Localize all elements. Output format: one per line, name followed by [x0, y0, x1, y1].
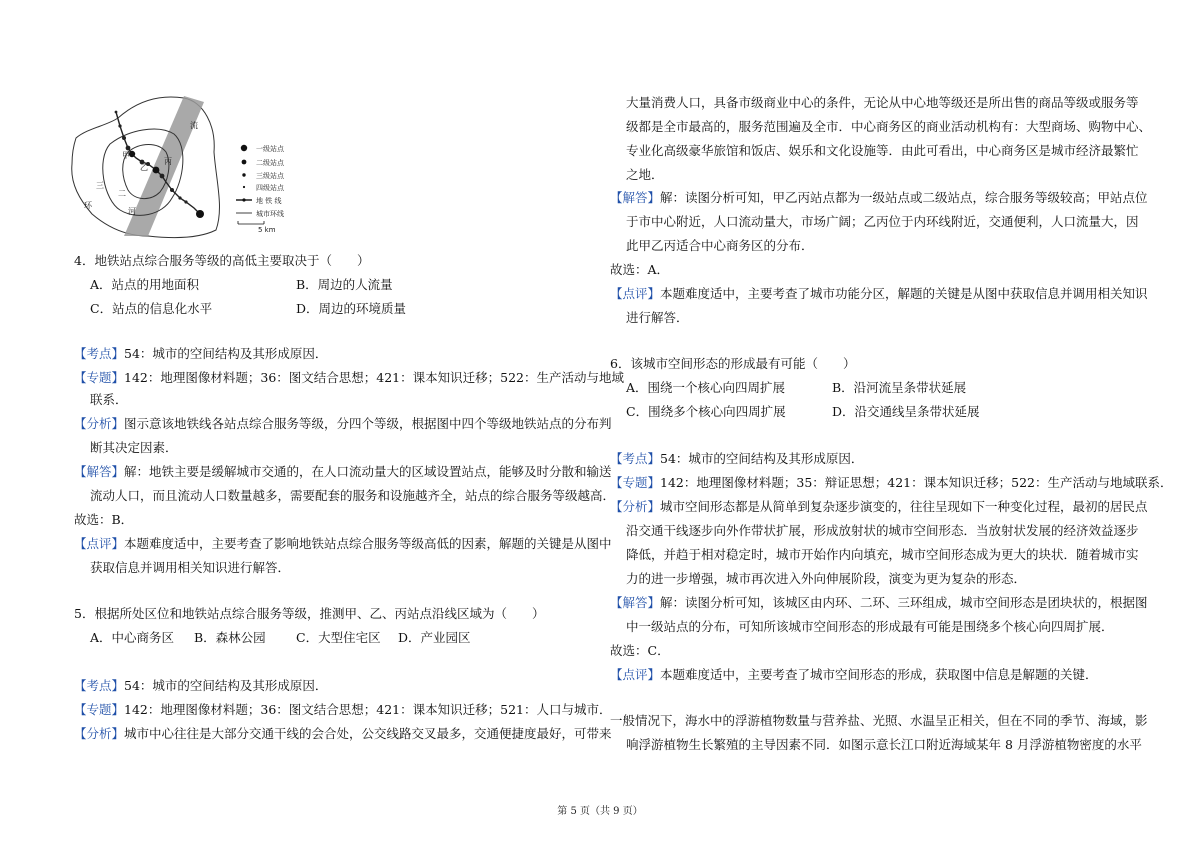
- q5-fenxi-cont-1: 大量消费人口，具备市级商业中心的条件，无论从中心地等级还是所出售的商品等级或服务等: [626, 95, 1139, 110]
- q5-option-a: A．中心商务区: [90, 630, 175, 645]
- q5-option-b: B．森林公园: [194, 630, 266, 645]
- q4-jieda-text: 解：地铁主要是缓解城市交通的，在人口流动量大的区域设置站点，能够及时分散和输送: [124, 464, 612, 479]
- q6-option-c: C．围绕多个核心向四周扩展: [626, 404, 786, 419]
- q4-jieda-cont: 流动人口，而且流动人口数量越多，需要配套的服务和设施越齐全，站点的综合服务等级越高．: [90, 488, 616, 503]
- q4-kaodian: [74, 344, 327, 364]
- q4-dianping: [74, 534, 612, 554]
- q5-jieda: [610, 188, 1148, 208]
- legend-5: 地 铁 线: [256, 197, 282, 205]
- q6-option-b: B．沿河流呈条带状延展: [832, 380, 967, 395]
- label-ring2: 二: [118, 189, 126, 198]
- q6-kaodian-text: 54：城市的空间结构及其形成原因．: [660, 451, 864, 466]
- tag-kaodian: 【考点】: [74, 346, 125, 361]
- q5-dianping: [610, 284, 1148, 304]
- tag-fenxi: 【分析】: [74, 726, 125, 741]
- q6-dianping: [610, 665, 1098, 685]
- tag-jieda: 【解答】: [74, 464, 125, 479]
- q5-question: 5．根据所处区位和地铁站点综合服务等级，推测甲、乙、丙站点沿线区域为（ ）: [74, 606, 545, 621]
- q5-fenxi: [74, 724, 612, 744]
- label-bing: 丙: [164, 157, 172, 166]
- q4-zhuanti: [74, 368, 624, 388]
- tag-dianping: 【点评】: [74, 536, 125, 551]
- label-yi: 乙: [140, 163, 148, 172]
- legend-4: 四级站点: [256, 184, 284, 192]
- q5-zhuanti: [74, 700, 612, 720]
- q6-jieda-cont: 中一级站点的分布，可知所该城市空间形态的形成最有可能是围绕多个核心向四周扩展．: [626, 619, 1114, 634]
- q5-kaodian: [74, 676, 327, 696]
- q6-kaodian: [610, 449, 863, 469]
- map-scale: 5 km: [258, 226, 276, 234]
- q5-jieda-cont-1: 于市中心附近，人口流动量大，市场广阔；乙丙位于内环线附近，交通便利，人口流量大，因: [626, 214, 1139, 229]
- legend-2: 二级站点: [256, 159, 284, 167]
- q5-answer: 故选：A．: [610, 262, 670, 277]
- q6-fenxi-cont-1: 沿交通干线逐步向外作带状扩展，形成放射状的城市空间形态．当放射状发展的经济效益逐步: [626, 523, 1139, 538]
- q5-option-c: C．大型住宅区: [296, 630, 381, 645]
- q4-kaodian-text: 54：城市的空间结构及其形成原因．: [124, 346, 328, 361]
- q4-jieda: [74, 462, 612, 482]
- q5-zhuanti-text: 142：地理图像材料题；36：图文结合思想；421：课本知识迁移；521：人口与城市．: [124, 702, 612, 717]
- q4-dianping-text: 本题难度适中，主要考查了影响地铁站点综合服务等级高低的因素，解题的关键是从图中: [124, 536, 612, 551]
- tag-fenxi: 【分析】: [74, 416, 125, 431]
- q5-jieda-text: 解：读图分析可知，甲乙丙站点都为一级站点或二级站点，综合服务等级较高；甲站点位: [660, 190, 1148, 205]
- q5-fenxi-text: 城市中心往往是大部分交通干线的会合处，公交线路交叉最多，交通便捷度最好，可带来: [124, 726, 612, 741]
- page-footer: 第 5 页（共 9 页）: [557, 806, 643, 817]
- q6-fenxi: [610, 497, 1148, 517]
- q5-kaodian-text: 54：城市的空间结构及其形成原因．: [124, 678, 328, 693]
- q5-fenxi-cont-2: 级都是全市最高的，服务范围遍及全市．中心商务区的商业活动机构有：大型商场、购物中心、: [626, 119, 1152, 134]
- q5-dianping-text: 本题难度适中，主要考查了城市功能分区，解题的关键是从图中获取信息并调用相关知识: [660, 286, 1148, 301]
- q6-fenxi-cont-2: 降低，并趋于相对稳定时，城市开始作内向填充，城市空间形态成为更大的块状．随着城市实: [626, 547, 1139, 562]
- q6-fenxi-cont-3: 力的进一步增强，城市再次进入外向伸展阶段，演变为更为复杂的形态．: [626, 571, 1027, 586]
- tag-kaodian: 【考点】: [74, 678, 125, 693]
- q4-answer: 故选：B．: [74, 512, 134, 527]
- q5-fenxi-cont-3: 专业化高级豪华旅馆和饭店、娱乐和文化设施等．由此可看出，中心商务区是城市经济最繁忙: [626, 143, 1139, 158]
- intro-paragraph-2: 响浮游植物生长繁殖的主导因素不同．如图示意长江口附近海域某年 8 月浮游植物密度的水平: [626, 737, 1142, 752]
- q4-fenxi-cont: 断其决定因素．: [90, 440, 178, 455]
- q5-fenxi-cont-4: 之地．: [626, 167, 664, 182]
- label-ring3: 三: [96, 181, 104, 190]
- q4-zhuanti-cont: 联系．: [90, 392, 128, 407]
- q4-option-b: B．周边的人流量: [296, 277, 393, 292]
- q4-fenxi: [74, 414, 612, 434]
- legend-1: 一级站点: [256, 145, 284, 153]
- q4-zhuanti-text: 142：地理图像材料题；36：图文结合思想；421：课本知识迁移；522：生产活动与地域: [124, 370, 624, 385]
- q4-option-d: D．周边的环境质量: [296, 301, 407, 316]
- q6-jieda-text: 解：读图分析可知，该城区由内环、二环、三环组成，城市空间形态是团块状的，根据图: [660, 595, 1148, 610]
- q4-dianping-cont: 获取信息并调用相关知识进行解答．: [90, 560, 291, 575]
- label-river: 河: [128, 207, 136, 216]
- tag-dianping: 【点评】: [610, 286, 661, 301]
- q6-zhuanti-text: 142：地理图像材料题；35：辩证思想；421：课本知识迁移；522：生产活动与地域联系．: [660, 475, 1173, 490]
- q6-option-d: D．沿交通线呈条带状延展: [832, 404, 980, 419]
- label-jia: 甲: [122, 151, 130, 160]
- tag-kaodian: 【考点】: [610, 451, 661, 466]
- q6-fenxi-text: 城市空间形态都是从简单到复杂逐步演变的，往往呈现如下一种变化过程，最初的居民点: [660, 499, 1148, 514]
- tag-fenxi: 【分析】: [610, 499, 661, 514]
- q6-jieda: [610, 593, 1148, 613]
- tag-zhuanti: 【专题】: [74, 370, 125, 385]
- q6-zhuanti: [610, 473, 1173, 493]
- q6-answer: 故选：C．: [610, 643, 670, 658]
- intro-paragraph-1: 一般情况下，海水中的浮游植物数量与营养盐、光照、水温呈正相关，但在不同的季节、海域，影: [610, 713, 1148, 728]
- map-svg: [66, 90, 298, 240]
- tag-zhuanti: 【专题】: [610, 475, 661, 490]
- q6-question: 6．该城市空间形态的形成最有可能（ ）: [610, 356, 856, 371]
- metro-station-map: [66, 90, 298, 240]
- legend-3: 三级站点: [256, 172, 284, 180]
- tag-jieda: 【解答】: [610, 190, 661, 205]
- tag-dianping: 【点评】: [610, 667, 661, 682]
- q6-dianping-text: 本题难度适中，主要考查了城市空间形态的形成，获取图中信息是解题的关键．: [660, 667, 1098, 682]
- label-ring3b: 环: [84, 201, 92, 210]
- q6-option-a: A．围绕一个核心向四周扩展: [626, 380, 786, 395]
- q5-dianping-cont: 进行解答．: [626, 310, 689, 325]
- tag-jieda: 【解答】: [610, 595, 661, 610]
- q5-option-d: D．产业园区: [398, 630, 471, 645]
- tag-zhuanti: 【专题】: [74, 702, 125, 717]
- label-river-top: 流: [190, 121, 198, 130]
- q4-fenxi-text: 图示意该地铁线各站点综合服务等级，分四个等级，根据图中四个等级地铁站点的分布判: [124, 416, 612, 431]
- q5-jieda-cont-2: 此甲乙丙适合中心商务区的分布．: [626, 238, 814, 253]
- q4-option-a: A．站点的用地面积: [90, 277, 200, 292]
- q4-question: 4．地铁站点综合服务等级的高低主要取决于（ ）: [74, 253, 370, 268]
- legend-6: 城市环线: [256, 210, 284, 218]
- q4-option-c: C．站点的信息化水平: [90, 301, 213, 316]
